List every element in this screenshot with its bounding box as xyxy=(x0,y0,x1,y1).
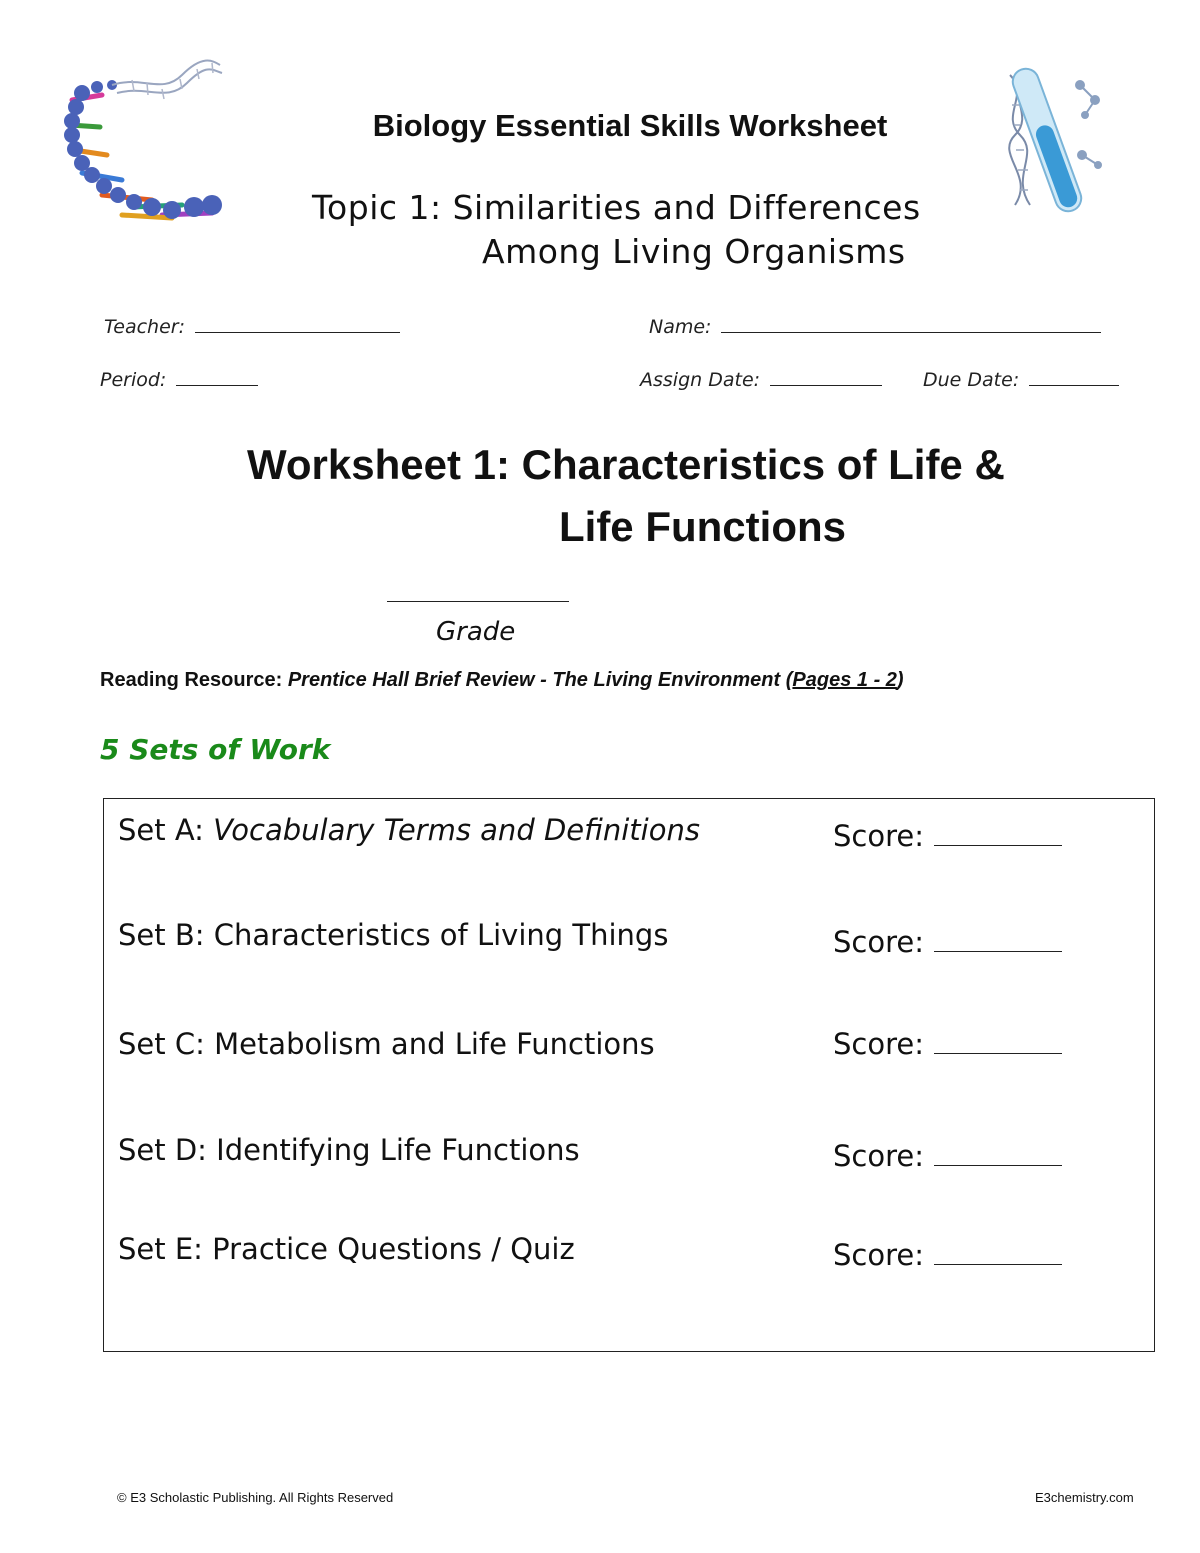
footer-website[interactable]: E3chemistry.com xyxy=(1035,1490,1134,1505)
period-label: Period: xyxy=(100,369,167,391)
set-b-score-label: Score: xyxy=(833,925,924,959)
name-label: Name: xyxy=(649,316,712,338)
set-c-score-blank[interactable] xyxy=(934,1033,1062,1054)
set-c-score[interactable] xyxy=(833,1027,1062,1061)
set-a-score[interactable] xyxy=(833,819,1062,853)
reading-resource-pages: Pages 1 - 2 xyxy=(792,669,897,691)
set-e-label xyxy=(118,1232,575,1266)
period-field[interactable] xyxy=(100,369,258,391)
teacher-label: Teacher: xyxy=(104,316,185,338)
set-a-label xyxy=(118,813,700,847)
set-d-name: Set D: xyxy=(118,1133,207,1167)
due-date-label: Due Date: xyxy=(923,369,1020,391)
period-blank[interactable] xyxy=(176,369,258,386)
set-c-desc: Metabolism and Life Functions xyxy=(214,1027,655,1061)
set-a-name: Set A: xyxy=(118,813,204,847)
set-e-score-blank[interactable] xyxy=(934,1244,1062,1265)
set-b-score[interactable] xyxy=(833,925,1062,959)
set-d-label xyxy=(118,1133,580,1167)
due-date-field[interactable] xyxy=(923,369,1119,391)
document-title: Biology Essential Skills Worksheet xyxy=(372,108,888,143)
set-a-score-blank[interactable] xyxy=(934,825,1062,846)
assign-date-field[interactable] xyxy=(640,369,882,391)
due-date-blank[interactable] xyxy=(1029,369,1119,386)
set-e-name: Set E: xyxy=(118,1232,203,1266)
set-d-score-label: Score: xyxy=(833,1139,924,1173)
name-field[interactable] xyxy=(649,316,1101,338)
set-b-score-blank[interactable] xyxy=(934,931,1062,952)
set-b-name: Set B: xyxy=(118,918,205,952)
name-blank[interactable] xyxy=(721,316,1101,333)
reading-close-paren: ) xyxy=(896,669,904,691)
set-c-score-label: Score: xyxy=(833,1027,924,1061)
topic-title-line2: Among Living Organisms xyxy=(482,232,906,271)
reading-resource-label: Reading Resource: xyxy=(100,669,283,691)
set-c-label xyxy=(118,1027,655,1061)
set-b-desc: Characteristics of Living Things xyxy=(213,918,669,952)
worksheet-title-line1: Worksheet 1: Characteristics of Life & xyxy=(247,441,1005,488)
set-e-score[interactable] xyxy=(833,1238,1062,1272)
grade-blank[interactable] xyxy=(387,601,569,602)
set-a-score-label: Score: xyxy=(833,819,924,853)
reading-open-paren: ( xyxy=(785,669,793,691)
set-e-score-label: Score: xyxy=(833,1238,924,1272)
set-d-score[interactable] xyxy=(833,1139,1062,1173)
footer-copyright: © E3 Scholastic Publishing. All Rights Reserved xyxy=(117,1490,394,1505)
set-a-desc: Vocabulary Terms and Definitions xyxy=(213,813,700,847)
sets-heading: 5 Sets of Work xyxy=(100,733,331,766)
topic-title-line1: Topic 1: Similarities and Differences xyxy=(312,188,921,227)
reading-resource xyxy=(100,669,904,692)
set-c-name: Set C: xyxy=(118,1027,205,1061)
reading-resource-source: Prentice Hall Brief Review - The Living Environment xyxy=(287,669,781,691)
teacher-field[interactable] xyxy=(104,316,400,338)
grade-label: Grade xyxy=(436,617,516,647)
set-d-desc: Identifying Life Functions xyxy=(216,1133,580,1167)
assign-date-label: Assign Date: xyxy=(640,369,761,391)
set-e-desc: Practice Questions / Quiz xyxy=(212,1232,575,1266)
set-b-label xyxy=(118,918,668,952)
worksheet-title-line2: Life Functions xyxy=(559,503,846,550)
assign-date-blank[interactable] xyxy=(770,369,882,386)
teacher-blank[interactable] xyxy=(195,316,400,333)
set-d-score-blank[interactable] xyxy=(934,1145,1062,1166)
